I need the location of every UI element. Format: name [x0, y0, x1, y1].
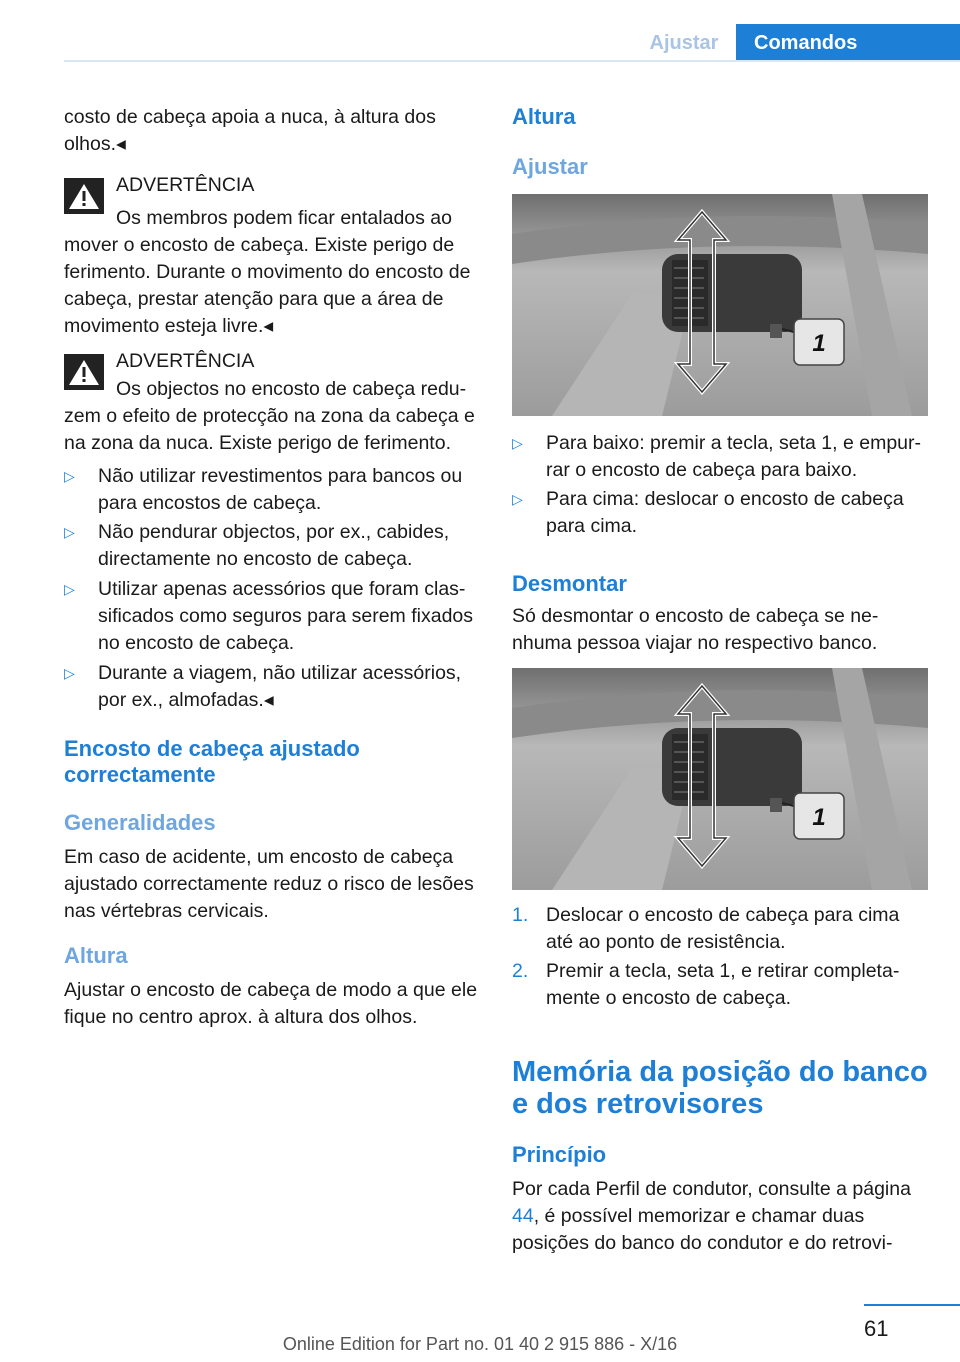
principio-title: Princípio [512, 1142, 607, 1167]
desmontar-text: Só desmontar o encosto de cabeça se nenhuma pessoa viajar no respectivo banco. [512, 605, 879, 654]
triangle-bullet-icon: ▷ [64, 581, 75, 597]
list-item-text: Utilizar apenas acessórios que foram classificados como seguros para serem fixados no encosto de cabeça. [98, 578, 474, 654]
footer-divider [864, 1304, 960, 1306]
figure-label: 1 [812, 330, 826, 357]
page-link[interactable]: 44 [512, 1205, 534, 1227]
step-text: Deslocar o encosto de cabeça para cima até ao ponto de resistência. [546, 904, 900, 953]
chapter-title: Memória da posição do banco e dos retrovisores [512, 1056, 928, 1120]
warning1-title: ADVERTÊNCIA [116, 174, 255, 196]
figure-label: 1 [812, 804, 826, 831]
altura-title: Altura [512, 104, 576, 129]
warning-icon [64, 354, 104, 390]
generalidades-text: Em caso de acidente, um encosto de cabeça ajustado correctamente reduz o risco de lesões nas vértebras cervicais. [64, 846, 474, 922]
triangle-bullet-icon: ▷ [64, 524, 75, 540]
warning2-title: ADVERTÊNCIA [116, 350, 255, 372]
step-number: 2. [512, 960, 529, 982]
altura-text: Ajustar o encosto de cabeça de modo a que ele fique no centro aprox. à altura dos olhos. [64, 979, 478, 1028]
principio-text-start: Por cada Perfil de condutor, consulte a página [512, 1178, 911, 1200]
warning2-line1: Os objectos no encosto de cabeça redu- [116, 378, 467, 400]
desmontar-title: Desmontar [512, 571, 627, 596]
warning1-line1: Os membros podem ficar entalados ao [116, 207, 452, 229]
page-number: 61 [864, 1316, 889, 1341]
list-item-text: Para cima: deslocar o encosto de cabeça para cima. [546, 488, 904, 537]
triangle-bullet-icon: ▷ [512, 491, 523, 507]
list-item-text: Não utilizar revestimentos para bancos ou para encostos de cabeça. [98, 465, 463, 514]
intro-text: costo de cabeça apoia a nuca, à altura dos olhos.◂ [64, 106, 436, 155]
triangle-bullet-icon: ▷ [64, 468, 75, 484]
principio-text [512, 1176, 930, 1257]
step-text: Premir a tecla, seta 1, e retirar completamente o encosto de cabeça. [546, 960, 900, 1009]
header-chapter-tab[interactable]: Comandos [736, 24, 960, 62]
subsection-title: Altura [64, 943, 128, 968]
list-item-text: Durante a viagem, não utilizar acessórios, por ex., almofadas.◂ [98, 662, 462, 711]
warning2-text: zem o efeito de protecção na zona da cabeça e na zona da nuca. Existe perigo de ferimento. [64, 405, 475, 454]
header-section-tab[interactable]: Ajustar [649, 32, 719, 54]
list-item-text: Para baixo: premir a tecla, seta 1, e empurrar o encosto de cabeça para baixo. [546, 432, 922, 481]
warning1-text: mover o encosto de cabeça. Existe perigo de ferimento. Durante o movimento do encosto de cabeça, prestar atenção para que a área de movimento esteja livre.◂ [64, 234, 471, 337]
subsection-title: Generalidades [64, 810, 216, 835]
triangle-bullet-icon: ▷ [64, 665, 75, 681]
ajustar-title: Ajustar [512, 154, 588, 179]
list-item-text: Não pendurar objectos, por ex., cabides, directamente no encosto de cabeça. [98, 521, 450, 570]
headrest-photo [512, 194, 928, 416]
principio-text-end: , é possível memorizar e chamar duas posições do banco do condutor e do retrovi- [512, 1205, 893, 1254]
headrest-photo [512, 668, 928, 890]
header-divider [64, 60, 960, 62]
triangle-bullet-icon: ▷ [512, 435, 523, 451]
warning-icon [64, 178, 104, 214]
footer-edition: Online Edition for Part no. 01 40 2 915 886 - X/16 [282, 1334, 678, 1354]
section-title: Encosto de cabeça ajustado correctamente [64, 736, 360, 787]
step-number: 1. [512, 904, 529, 926]
